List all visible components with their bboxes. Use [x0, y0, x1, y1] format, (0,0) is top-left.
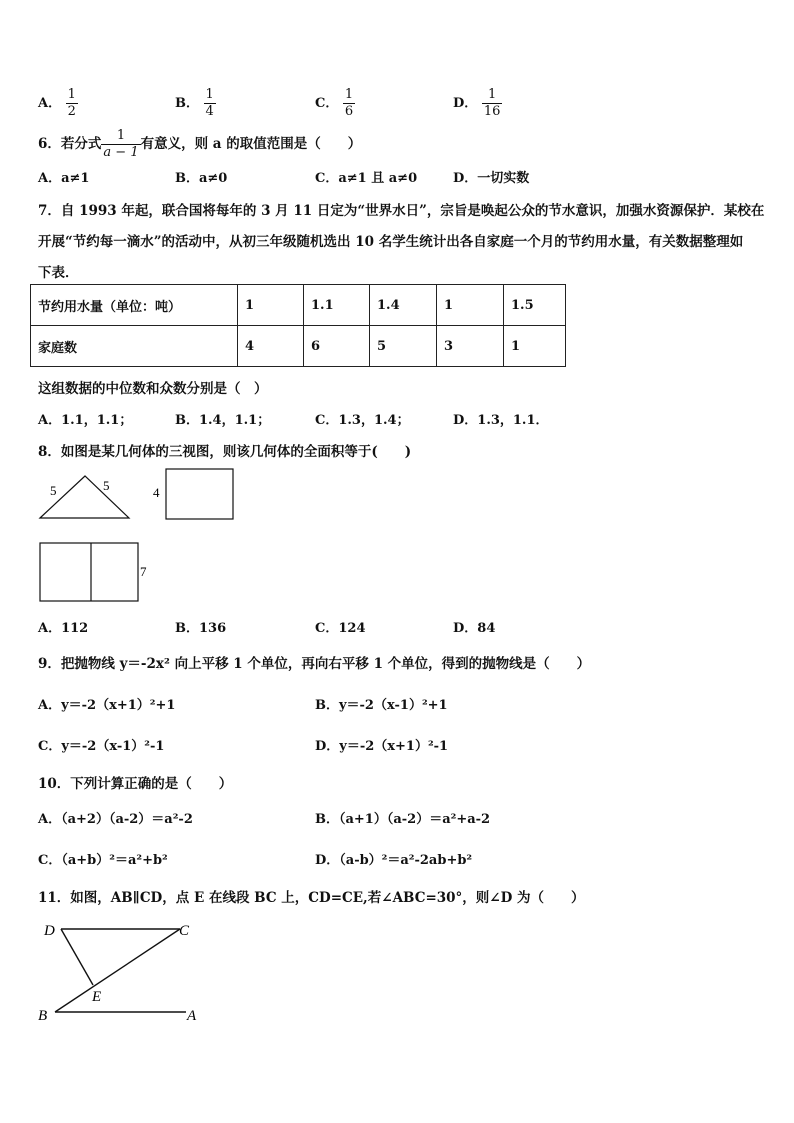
- q7-option-a[interactable]: A．1.1，1.1；: [38, 413, 133, 428]
- q9-option-b[interactable]: B．y＝-2（x-1）²+1: [315, 698, 448, 713]
- point-label-a: A: [187, 1008, 197, 1024]
- table-cell: 4: [238, 326, 304, 367]
- q6-suffix: 有意义，则 a 的取值范围是（ ）: [140, 136, 362, 152]
- denominator: 2: [67, 104, 76, 119]
- segment-cb: [55, 929, 180, 1012]
- table-cell: 1.5: [504, 285, 566, 326]
- q7-question: 这组数据的中位数和众数分别是（ ）: [38, 381, 268, 397]
- q5-option-a-label: A．: [38, 96, 62, 111]
- q8-option-c[interactable]: C．124: [315, 621, 366, 636]
- q7-option-b[interactable]: B．1.4，1.1；: [175, 413, 271, 428]
- q11-stem: 11．如图，AB∥CD，点 E 在线段 BC 上，CD=CE,若∠ABC=30°，则∠D 为（ ）: [38, 890, 585, 906]
- denominator: a − 1: [103, 145, 139, 160]
- point-label-b: B: [38, 1008, 48, 1024]
- q10-option-b[interactable]: B．（a+1）（a-2）＝a²+a-2: [315, 812, 491, 827]
- q10-option-a[interactable]: A．（a+2）（a-2）＝a²-2: [38, 812, 193, 827]
- top-rect-shape: [40, 543, 138, 601]
- table-cell: 1: [238, 285, 304, 326]
- q5-option-d-fraction: [482, 87, 503, 120]
- table-cell: 5: [370, 326, 437, 367]
- q8-stem: 8．如图是某几何体的三视图，则该几何体的全面积等于( ): [38, 444, 412, 460]
- q5-option-d[interactable]: [453, 87, 502, 120]
- numerator: 1: [205, 87, 214, 102]
- table-cell: 1: [504, 326, 566, 367]
- q6-prefix: 6．若分式: [38, 136, 102, 152]
- side-view-rect: [153, 469, 233, 519]
- q5-option-b-fraction: [204, 87, 216, 120]
- table-cell: 家庭数: [31, 326, 238, 367]
- table-row: [31, 285, 566, 326]
- q8-option-a[interactable]: A．112: [38, 621, 89, 636]
- q7-option-d[interactable]: D．1.3，1.1．: [453, 413, 549, 428]
- q10-option-c[interactable]: C．（a+b）²＝a²+b²: [38, 853, 168, 868]
- table-row: [31, 326, 566, 367]
- label-side-right: 5: [103, 478, 110, 493]
- q5-option-a[interactable]: [38, 87, 78, 120]
- q5-option-b-label: B．: [175, 96, 199, 111]
- q5-option-b[interactable]: [175, 87, 216, 120]
- front-view-triangle: [40, 476, 129, 518]
- point-label-d: D: [44, 923, 55, 939]
- label-length: 7: [140, 564, 147, 579]
- water-saving-table: [30, 284, 566, 367]
- table-cell: 1.1: [304, 285, 370, 326]
- three-view-figure: [30, 468, 250, 608]
- q5-option-a-fraction: [66, 87, 78, 120]
- q5-option-d-label: D．: [453, 96, 478, 111]
- q8-option-b[interactable]: B．136: [175, 621, 227, 636]
- q7-stem-line3: 下表．: [38, 265, 79, 281]
- denominator: 16: [483, 104, 501, 119]
- q5-option-c[interactable]: [315, 87, 355, 120]
- label-height: 4: [153, 485, 160, 500]
- q6-option-b[interactable]: B．a≠0: [175, 171, 228, 186]
- q8-option-d[interactable]: D．84: [453, 621, 496, 636]
- q6-option-c[interactable]: C．a≠1 且 a≠0: [315, 171, 418, 186]
- numerator: 1: [487, 87, 497, 102]
- q9-option-a[interactable]: A．y＝-2（x+1）²+1: [38, 698, 176, 713]
- table-cell: 1: [437, 285, 504, 326]
- table-cell: 节约用水量（单位：吨）: [31, 285, 238, 326]
- label-side-left: 5: [50, 483, 57, 498]
- point-label-e: E: [92, 989, 102, 1005]
- q10-option-d[interactable]: D．（a-b）²＝a²-2ab+b²: [315, 853, 473, 868]
- q9-option-d[interactable]: D．y＝-2（x+1）²-1: [315, 739, 449, 754]
- q7-stem-line2: 开展“节约每一滴水”的活动中，从初三年级随机选出 10 名学生统计出各自家庭一个月的节约用水量，有关数据整理如: [38, 234, 744, 250]
- q6-option-d[interactable]: D．一切实数: [453, 171, 530, 186]
- point-label-c: C: [179, 923, 190, 939]
- top-view-rect: [40, 543, 147, 601]
- numerator: 1: [344, 87, 354, 102]
- segment-de: [61, 929, 93, 985]
- numerator: 1: [116, 128, 126, 143]
- q7-option-c[interactable]: C．1.3，1.4；: [315, 413, 410, 428]
- q7-stem-line1: 7．自 1993 年起，联合国将每年的 3 月 11 日定为“世界水日”，宗旨是唤起公众的节水意识，加强水资源保护．某校在: [38, 203, 765, 219]
- q6-stem: [38, 128, 361, 161]
- table-cell: 1.4: [370, 285, 437, 326]
- q5-option-c-fraction: [343, 87, 355, 120]
- q9-option-c[interactable]: C．y＝-2（x-1）²-1: [38, 739, 165, 754]
- denominator: 4: [205, 104, 214, 119]
- q9-stem: 9．把抛物线 y＝-2x² 向上平移 1 个单位，再向右平移 1 个单位，得到的抛物线是（ ）: [38, 656, 591, 672]
- denominator: 6: [344, 104, 354, 119]
- q10-stem: 10．下列计算正确的是（ ）: [38, 776, 233, 792]
- q6-option-a[interactable]: A．a≠1: [38, 171, 90, 186]
- side-rect-shape: [166, 469, 233, 519]
- table-cell: 6: [304, 326, 370, 367]
- parallel-lines-figure: [36, 916, 211, 1031]
- numerator: 1: [67, 87, 76, 102]
- q6-fraction: [101, 128, 140, 161]
- table-cell: 3: [437, 326, 504, 367]
- q5-option-c-label: C．: [315, 96, 339, 111]
